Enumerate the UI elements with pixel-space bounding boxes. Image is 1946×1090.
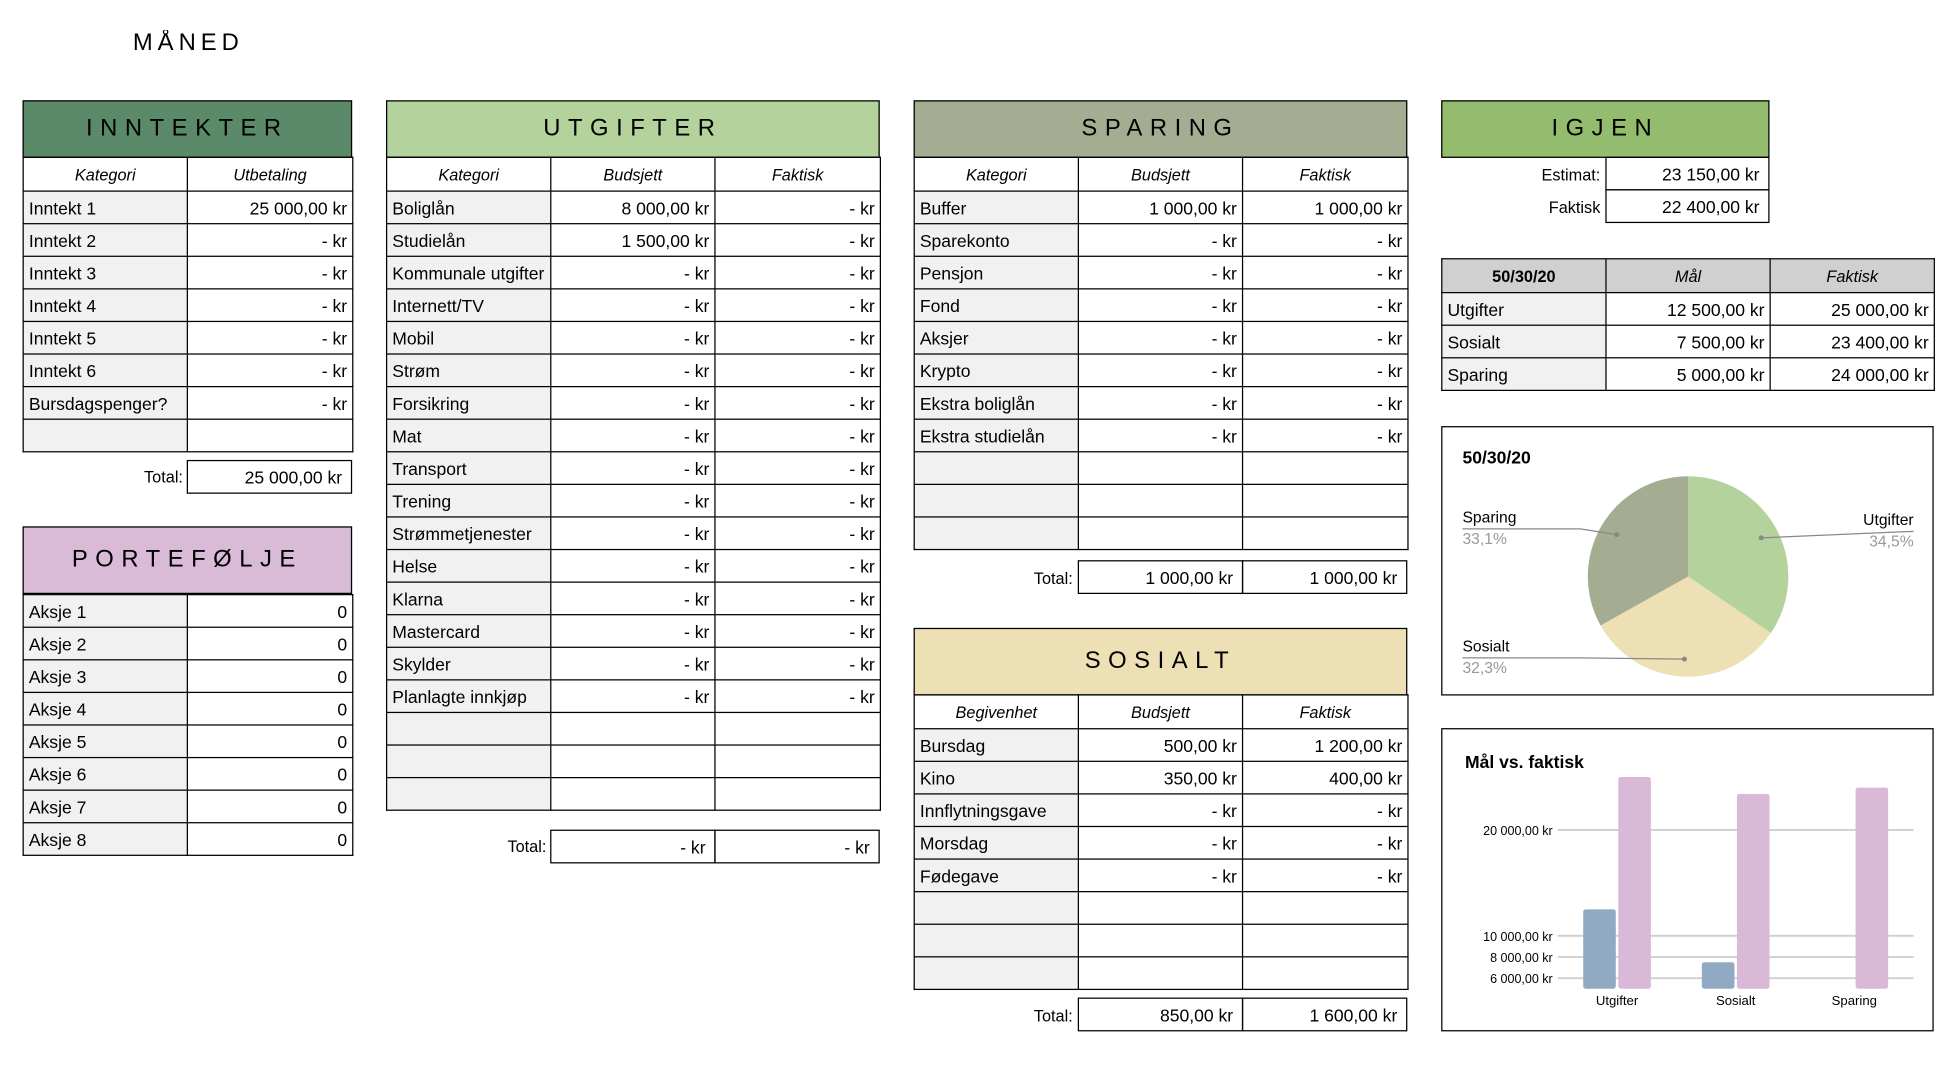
table-row (387, 191, 881, 224)
utgifter-cell-budsjett[interactable]: - kr (551, 419, 715, 452)
portefolje-header: PORTEFØLJE (23, 526, 353, 594)
utgifter-cell-kategori[interactable]: Trening (387, 484, 551, 517)
utgifter-cell-kategori[interactable]: Helse (387, 550, 551, 583)
table-row (914, 256, 1408, 289)
sosialt-cell-kategori[interactable] (914, 924, 1078, 957)
utgifter-cell-budsjett[interactable]: - kr (551, 321, 715, 354)
table-row (914, 354, 1408, 387)
table-row (1442, 358, 1935, 391)
sparing-cell-faktisk[interactable]: - kr (1243, 256, 1408, 289)
column-header-ratio: 50/30/20 (1442, 259, 1606, 293)
column-header-faktisk: Faktisk (1243, 157, 1408, 191)
utgifter-table (386, 157, 881, 811)
table-row (23, 823, 353, 856)
sosialt-cell-faktisk[interactable] (1243, 892, 1408, 925)
pie-pct-sosialt: 32,3% (1462, 659, 1507, 677)
inntekter-table (23, 157, 354, 453)
column-header-budsjett: Budsjett (1078, 157, 1242, 191)
table-row (914, 924, 1408, 957)
table-row (914, 484, 1408, 517)
utgifter-cell-faktisk[interactable]: - kr (715, 354, 880, 387)
utgifter-cell-budsjett[interactable]: - kr (551, 387, 715, 420)
utgifter-cell-faktisk[interactable]: - kr (715, 256, 880, 289)
portefolje-cell-name[interactable]: Aksje 7 (23, 790, 187, 823)
table-row (914, 517, 1408, 550)
sparing-cell-budsjett[interactable] (1078, 517, 1242, 550)
utgifter-cell-budsjett[interactable]: - kr (551, 484, 715, 517)
igjen-estimat-value: 23 150,00 kr (1605, 157, 1769, 191)
utgifter-cell-faktisk[interactable]: - kr (715, 452, 880, 485)
sparing-cell-budsjett[interactable]: - kr (1078, 224, 1242, 257)
table-row (914, 761, 1408, 794)
pie-chart (1442, 427, 1935, 696)
sosialt-cell-kategori[interactable] (914, 957, 1078, 990)
ratio-cell-mal[interactable]: 7 500,00 kr (1606, 325, 1770, 358)
sparing-cell-budsjett[interactable]: - kr (1078, 387, 1242, 420)
inntekter-cell-utbetaling[interactable]: - kr (187, 354, 352, 387)
igjen-header: IGJEN (1441, 100, 1769, 158)
inntekter-cell-kategori[interactable]: Inntekt 1 (23, 191, 187, 224)
ratio-cell-name[interactable]: Sparing (1442, 358, 1606, 391)
inntekter-cell-kategori[interactable]: Inntekt 3 (23, 256, 187, 289)
utgifter-cell-faktisk[interactable]: - kr (715, 419, 880, 452)
sparing-cell-kategori[interactable]: Ekstra boliglån (914, 387, 1078, 420)
table-row (387, 517, 881, 550)
portefolje-cell-value[interactable]: 0 (187, 725, 352, 758)
utgifter-cell-kategori[interactable] (387, 745, 551, 778)
table-row (23, 627, 353, 660)
utgifter-cell-kategori[interactable]: Strøm (387, 354, 551, 387)
inntekter-cell-kategori[interactable]: Inntekt 6 (23, 354, 187, 387)
utgifter-cell-budsjett[interactable]: - kr (551, 582, 715, 615)
ratio-cell-name[interactable]: Sosialt (1442, 325, 1606, 358)
table-row (1442, 293, 1935, 326)
table-row (23, 191, 353, 224)
sosialt-cell-budsjett[interactable] (1078, 957, 1242, 990)
column-header-faktisk: Faktisk (715, 157, 880, 191)
inntekter-cell-kategori[interactable]: Inntekt 2 (23, 224, 187, 257)
utgifter-cell-kategori[interactable]: Mobil (387, 321, 551, 354)
utgifter-cell-faktisk[interactable]: - kr (715, 647, 880, 680)
sosialt-cell-faktisk[interactable]: - kr (1243, 859, 1408, 892)
utgifter-cell-faktisk[interactable]: - kr (715, 289, 880, 322)
utgifter-cell-faktisk[interactable] (715, 778, 880, 811)
bar-Mål-sosialt (1702, 962, 1735, 988)
table-row (387, 354, 881, 387)
sparing-cell-budsjett[interactable]: - kr (1078, 256, 1242, 289)
bar-Faktisk-sosialt (1737, 794, 1770, 989)
utgifter-cell-budsjett[interactable]: - kr (551, 452, 715, 485)
inntekter-cell-utbetaling[interactable]: - kr (187, 256, 352, 289)
pie-label-sparing: Sparing (1462, 509, 1517, 527)
table-row (23, 419, 353, 452)
sosialt-cell-faktisk[interactable]: 1 200,00 kr (1243, 729, 1408, 762)
pie-chart-title: 50/30/20 (1462, 447, 1531, 468)
pie-pct-sparing: 33,1% (1462, 530, 1507, 548)
table-row (387, 647, 881, 680)
sosialt-cell-budsjett[interactable]: - kr (1078, 859, 1242, 892)
pie-leader-dot (1682, 657, 1687, 662)
portefolje-table (23, 594, 354, 856)
x-tick-label: Sosialt (1715, 993, 1756, 1009)
portefolje-cell-name[interactable]: Aksje 1 (23, 595, 187, 628)
inntekter-cell-utbetaling[interactable]: 25 000,00 kr (187, 191, 352, 224)
utgifter-cell-faktisk[interactable] (715, 745, 880, 778)
sparing-cell-faktisk[interactable]: - kr (1243, 387, 1408, 420)
inntekter-cell-kategori[interactable] (23, 419, 187, 452)
sparing-total-faktisk: 1 000,00 kr (1242, 560, 1407, 594)
inntekter-header: INNTEKTER (23, 100, 353, 158)
column-header-mal: Mål (1606, 259, 1770, 293)
x-tick-label: Utgifter (1595, 993, 1639, 1009)
sparing-cell-faktisk[interactable]: - kr (1243, 224, 1408, 257)
table-row (914, 452, 1408, 485)
table-row (387, 387, 881, 420)
utgifter-cell-budsjett[interactable]: - kr (551, 647, 715, 680)
utgifter-cell-faktisk[interactable] (715, 712, 880, 745)
sparing-cell-budsjett[interactable]: - kr (1078, 321, 1242, 354)
table-row (1442, 325, 1935, 358)
sparing-cell-faktisk[interactable]: - kr (1243, 321, 1408, 354)
inntekter-total-value: 25 000,00 kr (187, 460, 352, 494)
pie-label-sosialt: Sosialt (1462, 638, 1510, 656)
utgifter-cell-kategori[interactable]: Kommunale utgifter (387, 256, 551, 289)
utgifter-cell-kategori[interactable]: Mastercard (387, 615, 551, 648)
sosialt-cell-budsjett[interactable]: - kr (1078, 826, 1242, 859)
table-row (387, 452, 881, 485)
sparing-cell-kategori[interactable] (914, 484, 1078, 517)
pie-leader-dot (1614, 532, 1619, 537)
sparing-cell-kategori[interactable]: Buffer (914, 191, 1078, 224)
table-row (23, 660, 353, 693)
utgifter-cell-budsjett[interactable]: - kr (551, 354, 715, 387)
sosialt-cell-kategori[interactable] (914, 892, 1078, 925)
pie-label-utgifter: Utgifter (1863, 512, 1914, 530)
table-row (387, 615, 881, 648)
column-header-utbetaling: Utbetaling (187, 157, 352, 191)
utgifter-cell-kategori[interactable]: Strømmetjenester (387, 517, 551, 550)
table-row (23, 758, 353, 791)
inntekter-cell-kategori[interactable]: Inntekt 4 (23, 289, 187, 322)
igjen-estimat-label: Estimat: (1541, 165, 1601, 185)
table-row (387, 778, 881, 811)
utgifter-cell-budsjett[interactable] (551, 745, 715, 778)
table-row (23, 387, 353, 420)
table-row (387, 745, 881, 778)
table-row (914, 794, 1408, 827)
bar-chart (1442, 729, 1935, 1032)
column-header-begivenhet: Begivenhet (914, 695, 1078, 729)
table-row (914, 729, 1408, 762)
utgifter-cell-faktisk[interactable]: - kr (715, 517, 880, 550)
sparing-cell-kategori[interactable]: Aksjer (914, 321, 1078, 354)
table-row (387, 419, 881, 452)
sosialt-cell-budsjett[interactable]: - kr (1078, 794, 1242, 827)
utgifter-total-faktisk: - kr (714, 830, 879, 864)
utgifter-cell-budsjett[interactable]: 1 500,00 kr (551, 224, 715, 257)
table-row (387, 550, 881, 583)
y-tick-label: 10 000,00 kr (1483, 929, 1553, 944)
sosialt-cell-kategori[interactable]: Bursdag (914, 729, 1078, 762)
sosialt-cell-faktisk[interactable]: - kr (1243, 826, 1408, 859)
sosialt-cell-kategori[interactable]: Innflytningsgave (914, 794, 1078, 827)
ratio-table (1441, 258, 1935, 391)
portefolje-cell-value[interactable]: 0 (187, 758, 352, 791)
utgifter-cell-budsjett[interactable] (551, 712, 715, 745)
sparing-cell-budsjett[interactable] (1078, 452, 1242, 485)
pie-pct-utgifter: 34,5% (1869, 533, 1914, 551)
utgifter-cell-kategori[interactable] (387, 778, 551, 811)
table-row (23, 692, 353, 725)
ratio-cell-mal[interactable]: 5 000,00 kr (1606, 358, 1770, 391)
sparing-cell-faktisk[interactable]: - kr (1243, 419, 1408, 452)
sparing-cell-kategori[interactable]: Fond (914, 289, 1078, 322)
sosialt-cell-kategori[interactable]: Morsdag (914, 826, 1078, 859)
sparing-cell-faktisk[interactable] (1243, 517, 1408, 550)
bar-Faktisk-sparing (1856, 788, 1889, 989)
sosialt-cell-budsjett[interactable]: 350,00 kr (1078, 761, 1242, 794)
sosialt-cell-faktisk[interactable]: - kr (1243, 794, 1408, 827)
sosialt-table (914, 694, 1409, 990)
y-tick-label: 6 000,00 kr (1490, 972, 1553, 987)
utgifter-cell-kategori[interactable]: Planlagte innkjøp (387, 680, 551, 713)
y-tick-label: 8 000,00 kr (1490, 951, 1553, 966)
table-row (23, 289, 353, 322)
portefolje-cell-name[interactable]: Aksje 3 (23, 660, 187, 693)
utgifter-cell-budsjett[interactable]: - kr (551, 256, 715, 289)
table-row (914, 321, 1408, 354)
column-header-kategori: Kategori (914, 157, 1078, 191)
utgifter-cell-faktisk[interactable]: - kr (715, 224, 880, 257)
table-row (914, 289, 1408, 322)
bar-Mål-utgifter (1583, 909, 1616, 988)
column-header-faktisk: Faktisk (1770, 259, 1934, 293)
table-row (23, 725, 353, 758)
table-row (914, 387, 1408, 420)
sosialt-cell-kategori[interactable]: Fødegave (914, 859, 1078, 892)
utgifter-cell-faktisk[interactable]: - kr (715, 615, 880, 648)
sparing-cell-kategori[interactable]: Pensjon (914, 256, 1078, 289)
utgifter-cell-kategori[interactable]: Transport (387, 452, 551, 485)
portefolje-cell-name[interactable]: Aksje 4 (23, 692, 187, 725)
igjen-faktisk-value: 22 400,00 kr (1605, 189, 1769, 223)
sparing-cell-budsjett[interactable] (1078, 484, 1242, 517)
table-row (914, 957, 1408, 990)
inntekter-cell-utbetaling[interactable]: - kr (187, 321, 352, 354)
utgifter-total-budsjett: - kr (550, 830, 715, 864)
sosialt-cell-faktisk[interactable] (1243, 924, 1408, 957)
sosialt-cell-faktisk[interactable] (1243, 957, 1408, 990)
sosialt-total-budsjett: 850,00 kr (1078, 998, 1243, 1032)
table-row (387, 484, 881, 517)
table-row (23, 321, 353, 354)
ratio-cell-faktisk[interactable]: 24 000,00 kr (1770, 358, 1934, 391)
utgifter-cell-faktisk[interactable]: - kr (715, 191, 880, 224)
inntekter-cell-kategori[interactable]: Bursdagspenger? (23, 387, 187, 420)
table-row (387, 712, 881, 745)
inntekter-total-label: Total: (144, 467, 183, 487)
sparing-cell-faktisk[interactable] (1243, 452, 1408, 485)
sparing-cell-budsjett[interactable]: - kr (1078, 354, 1242, 387)
sosialt-cell-kategori[interactable]: Kino (914, 761, 1078, 794)
sparing-cell-kategori[interactable]: Ekstra studielån (914, 419, 1078, 452)
column-header-budsjett: Budsjett (551, 157, 715, 191)
portefolje-cell-value[interactable]: 0 (187, 692, 352, 725)
table-row (387, 680, 881, 713)
column-header-faktisk: Faktisk (1243, 695, 1408, 729)
sparing-cell-kategori[interactable]: Krypto (914, 354, 1078, 387)
table-row (914, 859, 1408, 892)
sparing-cell-budsjett[interactable]: - kr (1078, 289, 1242, 322)
portefolje-cell-name[interactable]: Aksje 8 (23, 823, 187, 856)
utgifter-header: UTGIFTER (386, 100, 880, 158)
table-row (387, 582, 881, 615)
utgifter-cell-kategori[interactable]: Boliglån (387, 191, 551, 224)
utgifter-cell-faktisk[interactable]: - kr (715, 550, 880, 583)
table-row (914, 826, 1408, 859)
pie-leader-sosialt (1462, 658, 1684, 659)
table-row (23, 224, 353, 257)
utgifter-cell-faktisk[interactable]: - kr (715, 582, 880, 615)
utgifter-cell-budsjett[interactable]: - kr (551, 680, 715, 713)
ratio-cell-name[interactable]: Utgifter (1442, 293, 1606, 326)
sparing-cell-faktisk[interactable]: - kr (1243, 354, 1408, 387)
utgifter-cell-kategori[interactable]: Studielån (387, 224, 551, 257)
portefolje-cell-value[interactable]: 0 (187, 823, 352, 856)
portefolje-cell-value[interactable]: 0 (187, 660, 352, 693)
pie-chart-panel (1441, 426, 1934, 695)
ratio-cell-faktisk[interactable]: 25 000,00 kr (1770, 293, 1934, 326)
table-row (387, 321, 881, 354)
utgifter-total-label: Total: (507, 837, 547, 856)
inntekter-cell-utbetaling[interactable]: - kr (187, 289, 352, 322)
table-row (387, 224, 881, 257)
sosialt-header: SOSIALT (914, 628, 1408, 696)
sosialt-cell-faktisk[interactable]: 400,00 kr (1243, 761, 1408, 794)
igjen-faktisk-label: Faktisk (1548, 198, 1601, 217)
portefolje-cell-value[interactable]: 0 (187, 595, 352, 628)
inntekter-cell-utbetaling[interactable] (187, 419, 352, 452)
table-row (914, 419, 1408, 452)
sparing-cell-budsjett[interactable]: 1 000,00 kr (1078, 191, 1242, 224)
page-title: MÅNED (132, 30, 244, 57)
sosialt-total-faktisk: 1 600,00 kr (1242, 998, 1407, 1032)
y-tick-label: 20 000,00 kr (1483, 823, 1553, 838)
inntekter-cell-utbetaling[interactable]: - kr (187, 387, 352, 420)
portefolje-cell-value[interactable]: 0 (187, 627, 352, 660)
table-row (23, 595, 353, 628)
utgifter-cell-kategori[interactable]: Klarna (387, 582, 551, 615)
utgifter-cell-kategori[interactable]: Forsikring (387, 387, 551, 420)
sparing-cell-faktisk[interactable]: 1 000,00 kr (1243, 191, 1408, 224)
sparing-cell-faktisk[interactable] (1243, 484, 1408, 517)
utgifter-cell-budsjett[interactable]: - kr (551, 550, 715, 583)
inntekter-cell-kategori[interactable]: Inntekt 5 (23, 321, 187, 354)
ratio-cell-faktisk[interactable]: 23 400,00 kr (1770, 325, 1934, 358)
table-row (387, 256, 881, 289)
sosialt-cell-budsjett[interactable] (1078, 892, 1242, 925)
bar-chart-title: Mål vs. faktisk (1464, 752, 1584, 773)
utgifter-cell-kategori[interactable]: Skylder (387, 647, 551, 680)
sparing-total-budsjett: 1 000,00 kr (1078, 560, 1243, 594)
utgifter-cell-faktisk[interactable]: - kr (715, 484, 880, 517)
column-header-budsjett: Budsjett (1078, 695, 1242, 729)
table-row (387, 289, 881, 322)
table-row (23, 790, 353, 823)
sparing-cell-budsjett[interactable]: - kr (1078, 419, 1242, 452)
column-header-kategori: Kategori (23, 157, 187, 191)
portefolje-cell-name[interactable]: Aksje 2 (23, 627, 187, 660)
table-row (914, 224, 1408, 257)
sosialt-cell-budsjett[interactable] (1078, 924, 1242, 957)
portefolje-cell-name[interactable]: Aksje 5 (23, 725, 187, 758)
sosialt-cell-budsjett[interactable]: 500,00 kr (1078, 729, 1242, 762)
pie-leader-dot (1759, 535, 1764, 540)
portefolje-cell-name[interactable]: Aksje 6 (23, 758, 187, 791)
table-row (914, 892, 1408, 925)
column-header-kategori: Kategori (387, 157, 551, 191)
utgifter-cell-budsjett[interactable]: 8 000,00 kr (551, 191, 715, 224)
portefolje-cell-value[interactable]: 0 (187, 790, 352, 823)
inntekter-cell-utbetaling[interactable]: - kr (187, 224, 352, 257)
sparing-cell-kategori[interactable] (914, 452, 1078, 485)
bar-chart-panel (1441, 728, 1934, 1031)
utgifter-cell-kategori[interactable] (387, 712, 551, 745)
bar-Faktisk-utgifter (1618, 777, 1651, 989)
utgifter-cell-faktisk[interactable]: - kr (715, 387, 880, 420)
sparing-table (914, 157, 1409, 551)
table-row (914, 191, 1408, 224)
x-tick-label: Sparing (1831, 993, 1877, 1009)
sparing-cell-faktisk[interactable]: - kr (1243, 289, 1408, 322)
sparing-cell-kategori[interactable]: Sparekonto (914, 224, 1078, 257)
sparing-cell-kategori[interactable] (914, 517, 1078, 550)
sparing-header: SPARING (914, 100, 1408, 158)
table-row (23, 354, 353, 387)
utgifter-cell-faktisk[interactable]: - kr (715, 321, 880, 354)
utgifter-cell-kategori[interactable]: Mat (387, 419, 551, 452)
utgifter-cell-faktisk[interactable]: - kr (715, 680, 880, 713)
utgifter-cell-budsjett[interactable]: - kr (551, 615, 715, 648)
table-row (23, 256, 353, 289)
utgifter-cell-budsjett[interactable]: - kr (551, 289, 715, 322)
sparing-total-label: Total: (1033, 568, 1073, 588)
utgifter-cell-budsjett[interactable]: - kr (551, 517, 715, 550)
utgifter-cell-budsjett[interactable] (551, 778, 715, 811)
ratio-cell-mal[interactable]: 12 500,00 kr (1606, 293, 1770, 326)
sosialt-total-label: Total: (1033, 1006, 1073, 1026)
utgifter-cell-kategori[interactable]: Internett/TV (387, 289, 551, 322)
